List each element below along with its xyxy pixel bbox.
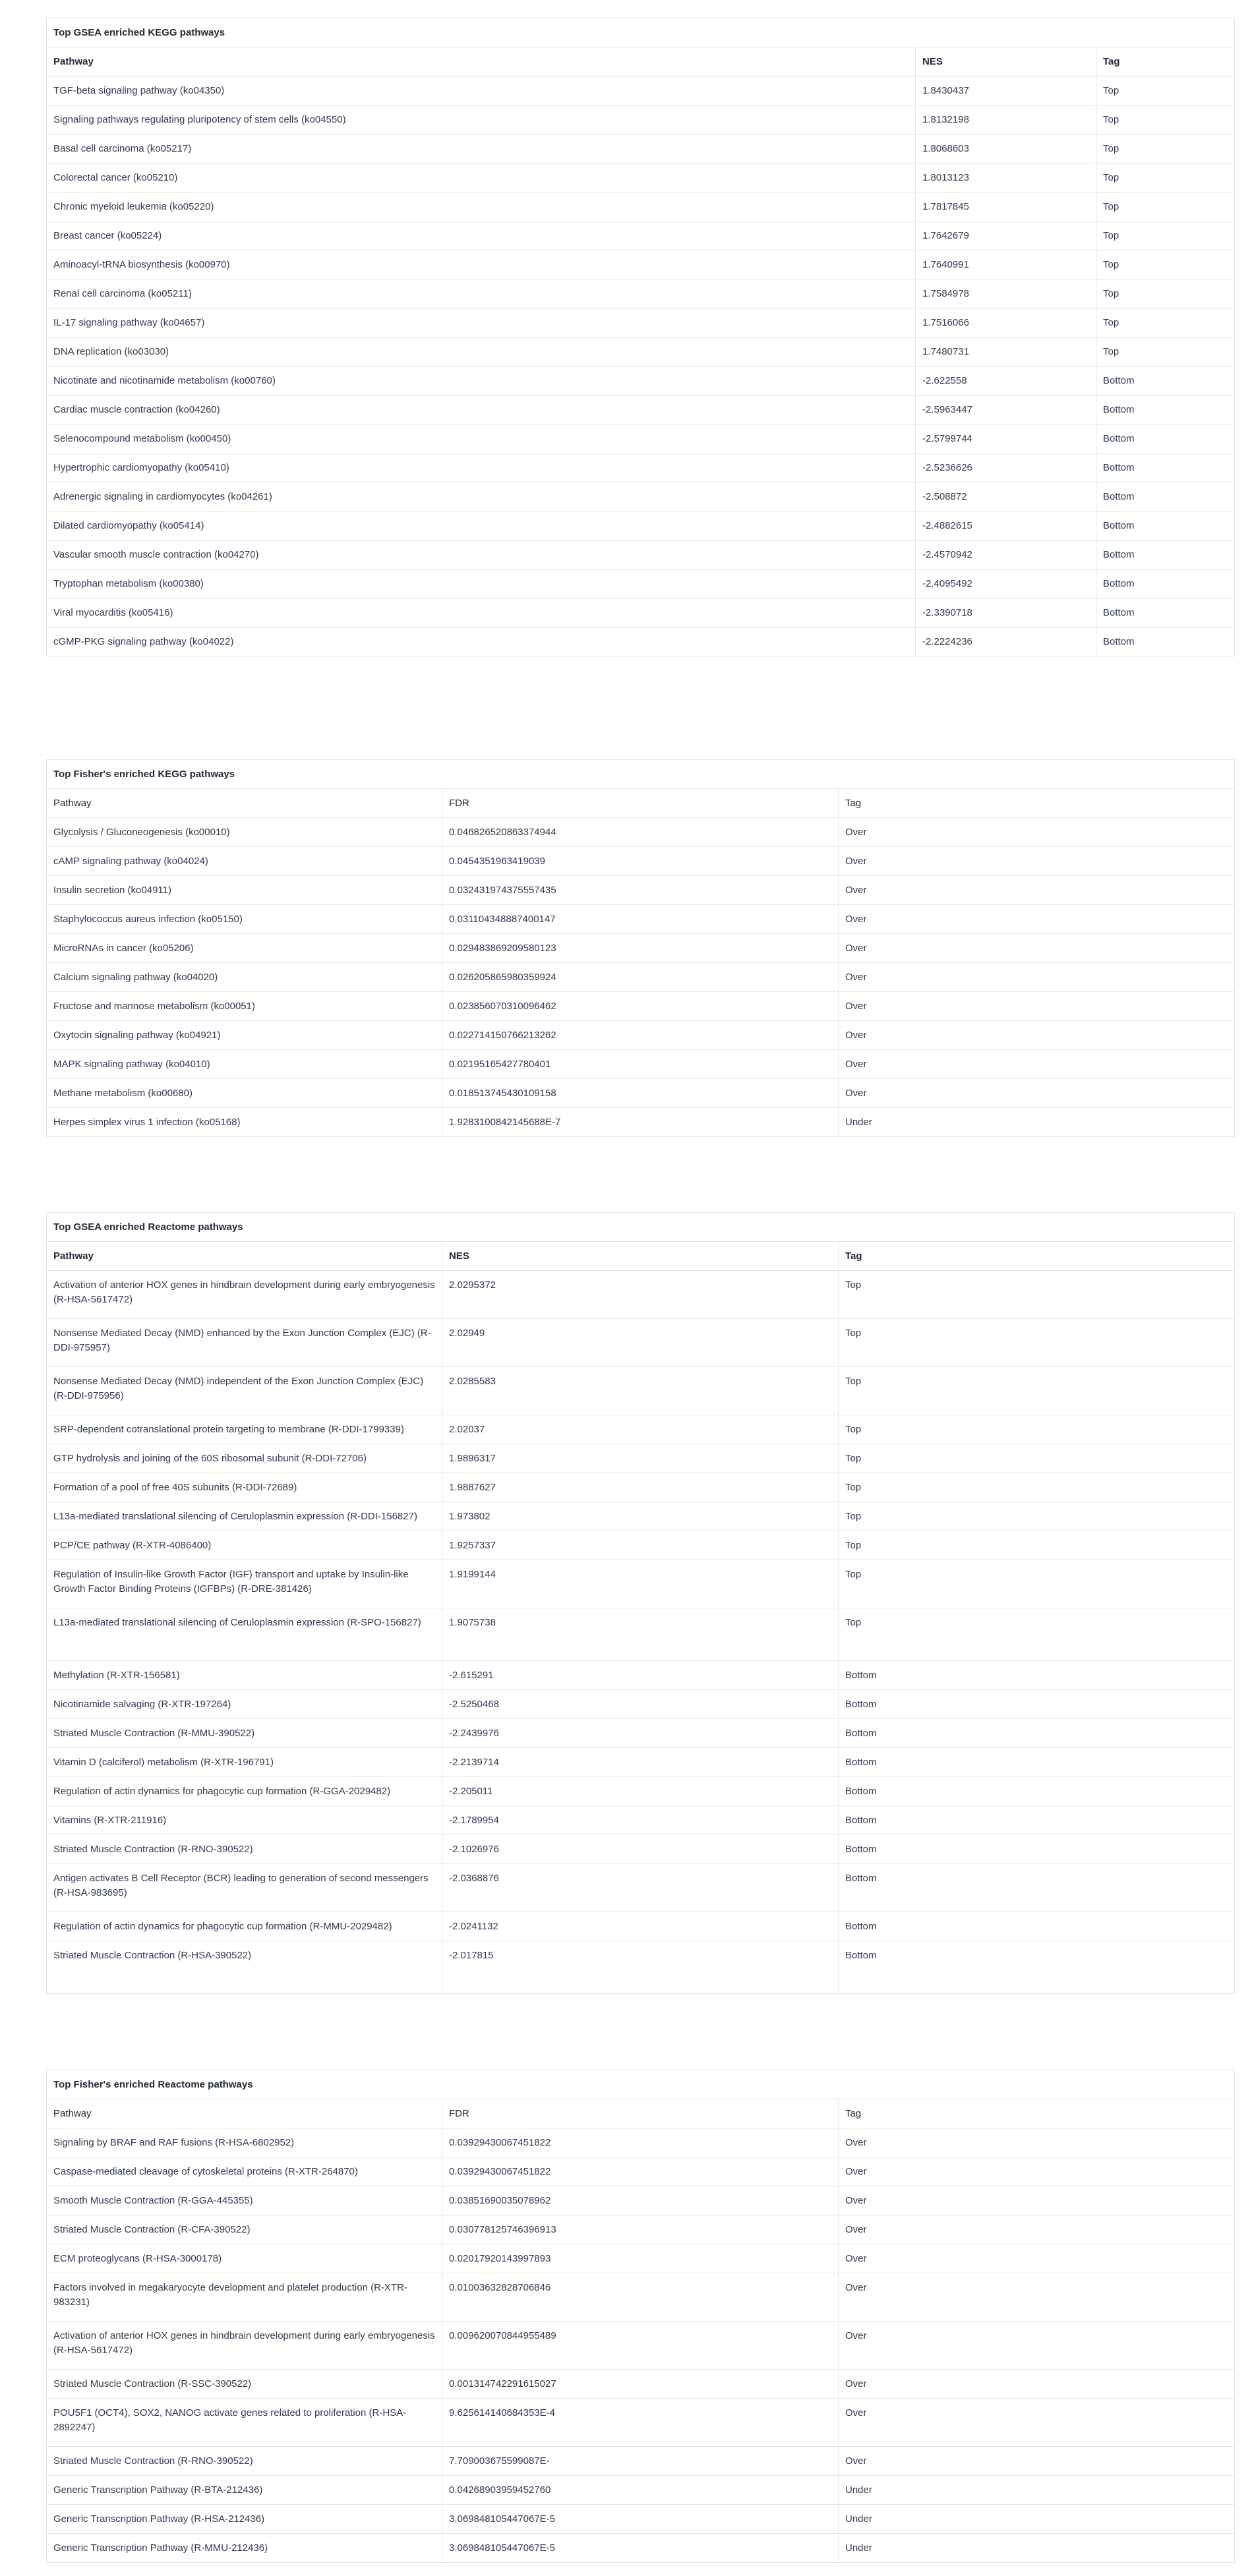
table-row bbox=[47, 1079, 1235, 1108]
column-header: Pathway bbox=[47, 2099, 442, 2128]
table-row bbox=[47, 1719, 1235, 1748]
tag-cell: Top bbox=[1096, 221, 1235, 250]
table-row bbox=[47, 512, 1235, 541]
value-cell: 1.7640991 bbox=[916, 250, 1096, 279]
tag-cell: Bottom bbox=[1096, 366, 1235, 395]
pathway-cell: MicroRNAs in cancer (ko05206) bbox=[47, 934, 442, 963]
value-cell: 3.069848105447067E-5 bbox=[442, 2505, 839, 2534]
pathway-cell: cAMP signaling pathway (ko04024) bbox=[47, 847, 442, 876]
pathway-cell: Generic Transcription Pathway (R-MMU-212436) bbox=[47, 2534, 442, 2563]
pathway-cell: cGMP-PKG signaling pathway (ko04022) bbox=[47, 628, 916, 657]
table-row bbox=[47, 134, 1235, 163]
table-row bbox=[47, 1415, 1235, 1444]
reactome-gsea-table bbox=[46, 1212, 1235, 1994]
table-row bbox=[47, 1531, 1235, 1560]
table-row bbox=[47, 1608, 1235, 1661]
value-cell: 0.02017920143997893 bbox=[442, 2244, 839, 2273]
table-row bbox=[47, 1806, 1235, 1835]
tag-cell: Bottom bbox=[839, 1777, 1235, 1806]
value-cell: 1.7817845 bbox=[916, 192, 1096, 221]
value-cell: 1.8430437 bbox=[916, 76, 1096, 105]
table-row bbox=[47, 2447, 1235, 2476]
table-row bbox=[47, 454, 1235, 483]
tag-cell: Over bbox=[839, 1050, 1235, 1079]
tag-cell: Under bbox=[839, 2505, 1235, 2534]
tag-cell: Bottom bbox=[1096, 454, 1235, 483]
value-cell: -2.205011 bbox=[442, 1777, 839, 1806]
value-cell: -2.4095492 bbox=[916, 570, 1096, 599]
pathway-cell: Adrenergic signaling in cardiomyocytes (ko04261) bbox=[47, 483, 916, 512]
tag-cell: Top bbox=[1096, 163, 1235, 192]
pathway-cell: Striated Muscle Contraction (R-MMU-390522) bbox=[47, 1719, 442, 1748]
pathway-cell: Striated Muscle Contraction (R-SSC-390522) bbox=[47, 2370, 442, 2399]
tag-cell: Over bbox=[839, 2399, 1235, 2447]
tag-cell: Top bbox=[1096, 279, 1235, 308]
pathway-cell: Nonsense Mediated Decay (NMD) independent of the Exon Junction Complex (EJC) (R-DDI-975956) bbox=[47, 1367, 442, 1415]
pathway-cell: Dilated cardiomyopathy (ko05414) bbox=[47, 512, 916, 541]
table-title-row bbox=[47, 2070, 1235, 2099]
tag-cell: Bottom bbox=[1096, 483, 1235, 512]
pathway-cell: Activation of anterior HOX genes in hindbrain development during early embryogenesis (R-HSA-5617472) bbox=[47, 1271, 442, 1319]
value-cell: 0.02195165427780401 bbox=[442, 1050, 839, 1079]
kegg-gsea-table bbox=[46, 18, 1235, 657]
tag-cell: Top bbox=[839, 1608, 1235, 1661]
column-header: FDR bbox=[442, 789, 839, 818]
reactome-fisher-table bbox=[46, 2070, 1235, 2563]
pathway-cell: Formation of a pool of free 40S subunits (R-DDI-72689) bbox=[47, 1473, 442, 1502]
tag-cell: Top bbox=[1096, 337, 1235, 366]
table-title: Top Fisher's enriched Reactome pathways bbox=[47, 2070, 1235, 2099]
value-cell: -2.3390718 bbox=[916, 599, 1096, 628]
value-cell: 0.031104348887400147 bbox=[442, 905, 839, 934]
table-row bbox=[47, 1367, 1235, 1415]
column-header: NES bbox=[916, 47, 1096, 76]
value-cell: 9.625614140684353E-4 bbox=[442, 2399, 839, 2447]
tag-cell: Over bbox=[839, 1079, 1235, 1108]
pathway-cell: Methane metabolism (ko00680) bbox=[47, 1079, 442, 1108]
tag-cell: Top bbox=[839, 1444, 1235, 1473]
tag-cell: Over bbox=[839, 2273, 1235, 2322]
table-row bbox=[47, 2370, 1235, 2399]
table-header-row bbox=[47, 2099, 1235, 2128]
pathway-cell: Staphylococcus aureus infection (ko05150) bbox=[47, 905, 442, 934]
tag-cell: Bottom bbox=[839, 1748, 1235, 1777]
value-cell: 7.709003675599087E- bbox=[442, 2447, 839, 2476]
table-header-row bbox=[47, 1242, 1235, 1271]
value-cell: 1.7584978 bbox=[916, 279, 1096, 308]
tag-cell: Top bbox=[839, 1531, 1235, 1560]
tag-cell: Top bbox=[839, 1415, 1235, 1444]
table-row bbox=[47, 2186, 1235, 2215]
column-header: Tag bbox=[839, 789, 1235, 818]
pathway-cell: Regulation of Insulin-like Growth Factor (IGF) transport and uptake by Insulin-like Growth Factor Binding Proteins (IGFBPs) (R-DRE-381426) bbox=[47, 1560, 442, 1608]
pathway-cell: Herpes simplex virus 1 infection (ko05168) bbox=[47, 1108, 442, 1137]
value-cell: -2.2139714 bbox=[442, 1748, 839, 1777]
pathway-cell: Nicotinate and nicotinamide metabolism (ko00760) bbox=[47, 366, 916, 395]
table-row bbox=[47, 1748, 1235, 1777]
table-row bbox=[47, 1835, 1235, 1864]
table-row bbox=[47, 308, 1235, 337]
table-row bbox=[47, 905, 1235, 934]
pathway-cell: Antigen activates B Cell Receptor (BCR) leading to generation of second messengers (R-HSA-983695) bbox=[47, 1864, 442, 1912]
value-cell: 0.03851690035078962 bbox=[442, 2186, 839, 2215]
value-cell: 0.029483869209580123 bbox=[442, 934, 839, 963]
pathway-cell: Aminoacyl-tRNA biosynthesis (ko00970) bbox=[47, 250, 916, 279]
value-cell: -2.615291 bbox=[442, 1661, 839, 1690]
value-cell: 0.001314742291615027 bbox=[442, 2370, 839, 2399]
tag-cell: Over bbox=[839, 2215, 1235, 2244]
tag-cell: Under bbox=[839, 2534, 1235, 2563]
pathway-cell: Regulation of actin dynamics for phagocytic cup formation (R-MMU-2029482) bbox=[47, 1912, 442, 1941]
pathway-cell: Basal cell carcinoma (ko05217) bbox=[47, 134, 916, 163]
pathway-cell: Selenocompound metabolism (ko00450) bbox=[47, 424, 916, 454]
tag-cell: Over bbox=[839, 876, 1235, 905]
column-header: Tag bbox=[1096, 47, 1235, 76]
tag-cell: Over bbox=[839, 905, 1235, 934]
tag-cell: Bottom bbox=[839, 1661, 1235, 1690]
tag-cell: Over bbox=[839, 934, 1235, 963]
column-header: Pathway bbox=[47, 789, 442, 818]
tag-cell: Over bbox=[839, 2186, 1235, 2215]
table-row bbox=[47, 2476, 1235, 2505]
value-cell: -2.2224236 bbox=[916, 628, 1096, 657]
value-cell: 1.7480731 bbox=[916, 337, 1096, 366]
table-row bbox=[47, 221, 1235, 250]
tag-cell: Over bbox=[839, 992, 1235, 1021]
pathway-cell: ECM proteoglycans (R-HSA-3000178) bbox=[47, 2244, 442, 2273]
value-cell: -2.5250468 bbox=[442, 1690, 839, 1719]
table-row bbox=[47, 963, 1235, 992]
table-row bbox=[47, 2273, 1235, 2322]
value-cell: 2.02949 bbox=[442, 1319, 839, 1367]
table-row bbox=[47, 1444, 1235, 1473]
value-cell: 0.009620070844955489 bbox=[442, 2322, 839, 2370]
value-cell: 1.9283100842145688E-7 bbox=[442, 1108, 839, 1137]
table-row bbox=[47, 1560, 1235, 1608]
tag-cell: Top bbox=[839, 1319, 1235, 1367]
table-row bbox=[47, 483, 1235, 512]
pathway-cell: Generic Transcription Pathway (R-HSA-212436) bbox=[47, 2505, 442, 2534]
tag-cell: Under bbox=[839, 1108, 1235, 1137]
table-header-row bbox=[47, 789, 1235, 818]
kegg-fisher-table bbox=[46, 759, 1235, 1137]
tag-cell: Over bbox=[839, 2157, 1235, 2186]
pathway-cell: Smooth Muscle Contraction (R-GGA-445355) bbox=[47, 2186, 442, 2215]
table-row bbox=[47, 570, 1235, 599]
value-cell: 0.026205865980359924 bbox=[442, 963, 839, 992]
tag-cell: Over bbox=[839, 1021, 1235, 1050]
column-header: Pathway bbox=[47, 1242, 442, 1271]
table-row bbox=[47, 541, 1235, 570]
value-cell: 0.030778125746396913 bbox=[442, 2215, 839, 2244]
tag-cell: Over bbox=[839, 2244, 1235, 2273]
table-row bbox=[47, 992, 1235, 1021]
value-cell: 1.8132198 bbox=[916, 105, 1096, 134]
tag-cell: Over bbox=[839, 2322, 1235, 2370]
tag-cell: Over bbox=[839, 818, 1235, 847]
pathway-cell: Renal cell carcinoma (ko05211) bbox=[47, 279, 916, 308]
table-row bbox=[47, 599, 1235, 628]
pathway-cell: Caspase-mediated cleavage of cytoskeletal proteins (R-XTR-264870) bbox=[47, 2157, 442, 2186]
column-header: Pathway bbox=[47, 47, 916, 76]
value-cell: 2.0295372 bbox=[442, 1271, 839, 1319]
value-cell: -2.4570942 bbox=[916, 541, 1096, 570]
tag-cell: Bottom bbox=[1096, 424, 1235, 454]
pathway-cell: GTP hydrolysis and joining of the 60S ribosomal subunit (R-DDI-72706) bbox=[47, 1444, 442, 1473]
value-cell: 1.973802 bbox=[442, 1502, 839, 1531]
value-cell: -2.4882615 bbox=[916, 512, 1096, 541]
tag-cell: Top bbox=[839, 1271, 1235, 1319]
value-cell: 1.8013123 bbox=[916, 163, 1096, 192]
table-row bbox=[47, 2128, 1235, 2157]
value-cell: 1.9896317 bbox=[442, 1444, 839, 1473]
pathway-cell: Nicotinamide salvaging (R-XTR-197264) bbox=[47, 1690, 442, 1719]
value-cell: 0.01003632828706846 bbox=[442, 2273, 839, 2322]
table-row bbox=[47, 1021, 1235, 1050]
table-header-row bbox=[47, 47, 1235, 76]
tag-cell: Over bbox=[839, 847, 1235, 876]
value-cell: 1.9887627 bbox=[442, 1473, 839, 1502]
pathway-cell: Insulin secretion (ko04911) bbox=[47, 876, 442, 905]
value-cell: -2.1026976 bbox=[442, 1835, 839, 1864]
table-row bbox=[47, 366, 1235, 395]
table-row bbox=[47, 1777, 1235, 1806]
column-header: Tag bbox=[839, 2099, 1235, 2128]
tag-cell: Bottom bbox=[839, 1806, 1235, 1835]
tag-cell: Bottom bbox=[1096, 541, 1235, 570]
pathway-cell: Oxytocin signaling pathway (ko04921) bbox=[47, 1021, 442, 1050]
column-header: Tag bbox=[839, 1242, 1235, 1271]
tag-cell: Bottom bbox=[839, 1941, 1235, 1994]
pathway-cell: DNA replication (ko03030) bbox=[47, 337, 916, 366]
table-row bbox=[47, 1319, 1235, 1367]
pathway-cell: PCP/CE pathway (R-XTR-4086400) bbox=[47, 1531, 442, 1560]
table-row bbox=[47, 1941, 1235, 1994]
tag-cell: Top bbox=[1096, 308, 1235, 337]
pathway-cell: Vitamins (R-XTR-211916) bbox=[47, 1806, 442, 1835]
tag-cell: Top bbox=[1096, 76, 1235, 105]
pathway-cell: IL-17 signaling pathway (ko04657) bbox=[47, 308, 916, 337]
table-row bbox=[47, 1050, 1235, 1079]
tag-cell: Over bbox=[839, 2370, 1235, 2399]
table-row bbox=[47, 337, 1235, 366]
table-row bbox=[47, 1473, 1235, 1502]
pathway-cell: Methylation (R-XTR-156581) bbox=[47, 1661, 442, 1690]
value-cell: 0.018513745430109158 bbox=[442, 1079, 839, 1108]
pathway-cell: L13a-mediated translational silencing of Ceruloplasmin expression (R-DDI-156827) bbox=[47, 1502, 442, 1531]
table-row bbox=[47, 2322, 1235, 2370]
tag-cell: Top bbox=[839, 1367, 1235, 1415]
table-row bbox=[47, 1108, 1235, 1137]
value-cell: 0.04268903959452760 bbox=[442, 2476, 839, 2505]
table-row bbox=[47, 847, 1235, 876]
tag-cell: Top bbox=[1096, 134, 1235, 163]
tag-cell: Under bbox=[839, 2476, 1235, 2505]
value-cell: -2.5799744 bbox=[916, 424, 1096, 454]
table-row bbox=[47, 250, 1235, 279]
tag-cell: Over bbox=[839, 963, 1235, 992]
pathway-cell: Calcium signaling pathway (ko04020) bbox=[47, 963, 442, 992]
pathway-cell: Fructose and mannose metabolism (ko00051) bbox=[47, 992, 442, 1021]
table-row bbox=[47, 2534, 1235, 2563]
value-cell: -2.0368876 bbox=[442, 1864, 839, 1912]
value-cell: 3.069848105447067E-5 bbox=[442, 2534, 839, 2563]
table-row bbox=[47, 2505, 1235, 2534]
tag-cell: Bottom bbox=[1096, 570, 1235, 599]
table-row bbox=[47, 1864, 1235, 1912]
table-title: Top Fisher's enriched KEGG pathways bbox=[47, 760, 1235, 789]
column-header: FDR bbox=[442, 2099, 839, 2128]
tag-cell: Bottom bbox=[839, 1719, 1235, 1748]
table-row bbox=[47, 1661, 1235, 1690]
pathway-cell: Vitamin D (calciferol) metabolism (R-XTR-196791) bbox=[47, 1748, 442, 1777]
pathway-cell: SRP-dependent cotranslational protein targeting to membrane (R-DDI-1799339) bbox=[47, 1415, 442, 1444]
table-row bbox=[47, 1271, 1235, 1319]
tag-cell: Bottom bbox=[839, 1912, 1235, 1941]
table-row bbox=[47, 2399, 1235, 2447]
pathway-cell: Tryptophan metabolism (ko00380) bbox=[47, 570, 916, 599]
table-title: Top GSEA enriched KEGG pathways bbox=[47, 18, 1235, 47]
value-cell: -2.017815 bbox=[442, 1941, 839, 1994]
pathway-cell: Breast cancer (ko05224) bbox=[47, 221, 916, 250]
pathway-cell: Viral myocarditis (ko05416) bbox=[47, 599, 916, 628]
tag-cell: Top bbox=[1096, 250, 1235, 279]
tag-cell: Top bbox=[839, 1502, 1235, 1531]
tag-cell: Top bbox=[1096, 192, 1235, 221]
value-cell: -2.5236626 bbox=[916, 454, 1096, 483]
table-row bbox=[47, 1502, 1235, 1531]
value-cell: 0.023856070310096462 bbox=[442, 992, 839, 1021]
value-cell: 0.03929430067451822 bbox=[442, 2128, 839, 2157]
pathway-cell: Striated Muscle Contraction (R-RNO-390522) bbox=[47, 1835, 442, 1864]
pathway-cell: Glycolysis / Gluconeogenesis (ko00010) bbox=[47, 818, 442, 847]
tag-cell: Over bbox=[839, 2447, 1235, 2476]
value-cell: 2.0285583 bbox=[442, 1367, 839, 1415]
table-row bbox=[47, 279, 1235, 308]
pathway-cell: Striated Muscle Contraction (R-HSA-390522) bbox=[47, 1941, 442, 1994]
value-cell: 0.032431974375557435 bbox=[442, 876, 839, 905]
table-row bbox=[47, 876, 1235, 905]
table-row bbox=[47, 395, 1235, 424]
value-cell: -2.5963447 bbox=[916, 395, 1096, 424]
value-cell: 1.9199144 bbox=[442, 1560, 839, 1608]
value-cell: 1.9075738 bbox=[442, 1608, 839, 1661]
table-title-row bbox=[47, 1213, 1235, 1242]
value-cell: -2.622558 bbox=[916, 366, 1096, 395]
pathway-cell: Signaling by BRAF and RAF fusions (R-HSA-6802952) bbox=[47, 2128, 442, 2157]
tag-cell: Top bbox=[839, 1473, 1235, 1502]
tag-cell: Bottom bbox=[1096, 628, 1235, 657]
value-cell: -2.508872 bbox=[916, 483, 1096, 512]
pathway-cell: Factors involved in megakaryocyte development and platelet production (R-XTR-983231) bbox=[47, 2273, 442, 2322]
pathway-cell: TGF-beta signaling pathway (ko04350) bbox=[47, 76, 916, 105]
pathway-cell: MAPK signaling pathway (ko04010) bbox=[47, 1050, 442, 1079]
table-row bbox=[47, 105, 1235, 134]
table-row bbox=[47, 628, 1235, 657]
tag-cell: Bottom bbox=[1096, 599, 1235, 628]
value-cell: 0.022714150766213262 bbox=[442, 1021, 839, 1050]
tag-cell: Bottom bbox=[1096, 395, 1235, 424]
table-row bbox=[47, 424, 1235, 454]
table-row bbox=[47, 818, 1235, 847]
table-row bbox=[47, 1912, 1235, 1941]
pathway-cell: Signaling pathways regulating pluripotency of stem cells (ko04550) bbox=[47, 105, 916, 134]
column-header: NES bbox=[442, 1242, 839, 1271]
value-cell: -2.2439976 bbox=[442, 1719, 839, 1748]
tag-cell: Top bbox=[839, 1560, 1235, 1608]
value-cell: -2.1789954 bbox=[442, 1806, 839, 1835]
table-row bbox=[47, 2157, 1235, 2186]
tag-cell: Bottom bbox=[839, 1835, 1235, 1864]
tag-cell: Bottom bbox=[839, 1864, 1235, 1912]
table-title-row bbox=[47, 18, 1235, 47]
tag-cell: Bottom bbox=[1096, 512, 1235, 541]
pathway-cell: Striated Muscle Contraction (R-RNO-390522) bbox=[47, 2447, 442, 2476]
pathway-cell: Nonsense Mediated Decay (NMD) enhanced by the Exon Junction Complex (EJC) (R-DDI-975957) bbox=[47, 1319, 442, 1367]
pathway-cell: Hypertrophic cardiomyopathy (ko05410) bbox=[47, 454, 916, 483]
pathway-cell: POU5F1 (OCT4), SOX2, NANOG activate genes related to proliferation (R-HSA-2892247) bbox=[47, 2399, 442, 2447]
tag-cell: Top bbox=[1096, 105, 1235, 134]
pathway-cell: Cardiac muscle contraction (ko04260) bbox=[47, 395, 916, 424]
table-row bbox=[47, 934, 1235, 963]
table-row bbox=[47, 2215, 1235, 2244]
value-cell: 1.8068603 bbox=[916, 134, 1096, 163]
table-title-row bbox=[47, 760, 1235, 789]
table-title: Top GSEA enriched Reactome pathways bbox=[47, 1213, 1235, 1242]
value-cell: -2.0241132 bbox=[442, 1912, 839, 1941]
table-row bbox=[47, 163, 1235, 192]
pathway-cell: L13a-mediated translational silencing of Ceruloplasmin expression (R-SPO-156827) bbox=[47, 1608, 442, 1661]
tag-cell: Bottom bbox=[839, 1690, 1235, 1719]
value-cell: 1.9257337 bbox=[442, 1531, 839, 1560]
value-cell: 0.046826520863374944 bbox=[442, 818, 839, 847]
table-row bbox=[47, 192, 1235, 221]
pathway-cell: Generic Transcription Pathway (R-BTA-212436) bbox=[47, 2476, 442, 2505]
tag-cell: Over bbox=[839, 2128, 1235, 2157]
pathway-cell: Regulation of actin dynamics for phagocytic cup formation (R-GGA-2029482) bbox=[47, 1777, 442, 1806]
pathway-cell: Activation of anterior HOX genes in hindbrain development during early embryogenesis (R-HSA-5617472) bbox=[47, 2322, 442, 2370]
value-cell: 1.7516066 bbox=[916, 308, 1096, 337]
pathway-cell: Chronic myeloid leukemia (ko05220) bbox=[47, 192, 916, 221]
pathway-cell: Striated Muscle Contraction (R-CFA-390522) bbox=[47, 2215, 442, 2244]
value-cell: 1.7642679 bbox=[916, 221, 1096, 250]
pathway-cell: Vascular smooth muscle contraction (ko04270) bbox=[47, 541, 916, 570]
value-cell: 2.02037 bbox=[442, 1415, 839, 1444]
table-row bbox=[47, 76, 1235, 105]
table-row bbox=[47, 2244, 1235, 2273]
value-cell: 0.0454351963419039 bbox=[442, 847, 839, 876]
pathway-cell: Colorectal cancer (ko05210) bbox=[47, 163, 916, 192]
value-cell: 0.03929430067451822 bbox=[442, 2157, 839, 2186]
table-row bbox=[47, 1690, 1235, 1719]
